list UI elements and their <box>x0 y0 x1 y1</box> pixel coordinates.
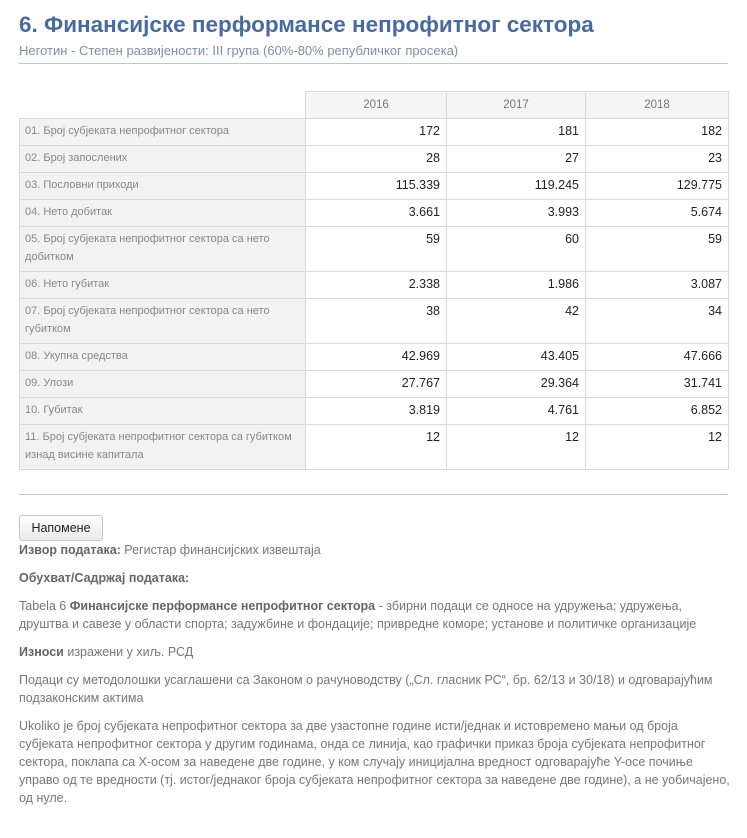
row-value: 43.405 <box>447 344 586 371</box>
table-row <box>20 299 729 344</box>
methodology-note: Подаци су методолошки усаглашени са Законом о рачуноводству („Сл. гласник РС“, бр. 62/13 и 30/18) и одговарајућим подзаконским актима <box>19 673 713 705</box>
row-label: 09. Улози <box>20 371 306 398</box>
row-value: 4.761 <box>447 398 586 425</box>
row-value: 23 <box>586 146 729 173</box>
row-value: 182 <box>586 119 729 146</box>
table-row <box>20 227 729 272</box>
table-name: Финансијске перформансе непрофитног сектора <box>69 599 376 613</box>
table-description <box>19 597 731 633</box>
row-value: 27.767 <box>306 371 447 398</box>
notes-button[interactable]: Напомене <box>19 515 103 541</box>
table-row <box>20 200 729 227</box>
row-value: 60 <box>447 227 586 272</box>
row-label: 02. Број запослених <box>20 146 306 173</box>
row-value: 172 <box>306 119 447 146</box>
row-label: 10. Губитак <box>20 398 306 425</box>
table-row <box>20 344 729 371</box>
row-value: 47.666 <box>586 344 729 371</box>
page-title: 6. Финансијске перформансе непрофитног сектора <box>19 12 594 37</box>
table-row <box>20 398 729 425</box>
row-value: 12 <box>447 425 586 470</box>
row-value: 5.674 <box>586 200 729 227</box>
notes-section <box>19 541 731 817</box>
row-value: 59 <box>586 227 729 272</box>
table-header-corner <box>20 92 306 119</box>
remark-note: Ukoliko je број субјеката непрофитног сектора за две узастопне године исти/једнак и истовремено мањи од броја субјеката непрофитног сектора у другим годинама, онда се линија, као графички приказ броја субјеката непрофитног сектора, поклапа са X-осом за наведене две године, у ком случају иницијална вредност одговарајуће Y-осе почиње управо од те вредности (тј. истог/једнаког броја субјеката непрофитног сектора за наведене две године), а не уобичајено, од нуле. <box>19 719 730 805</box>
row-value: 42.969 <box>306 344 447 371</box>
row-value: 28 <box>306 146 447 173</box>
table-row <box>20 371 729 398</box>
row-value: 12 <box>586 425 729 470</box>
row-value: 59 <box>306 227 447 272</box>
year-header: 2017 <box>447 92 586 119</box>
page-subtitle: Неготин - Степен развијености: III група (60%-80% републичког просека) <box>19 43 459 58</box>
table-row <box>20 146 729 173</box>
scope-note <box>19 569 731 587</box>
table-row <box>20 272 729 299</box>
row-label: 11. Број субјеката непрофитног сектора са губитком изнад висине капитала <box>20 425 306 470</box>
amounts-label: Износи <box>19 645 64 659</box>
row-value: 2.338 <box>306 272 447 299</box>
row-label: 03. Пословни приходи <box>20 173 306 200</box>
row-value: 34 <box>586 299 729 344</box>
year-header: 2016 <box>306 92 447 119</box>
row-value: 31.741 <box>586 371 729 398</box>
row-value: 3.087 <box>586 272 729 299</box>
row-value: 29.364 <box>447 371 586 398</box>
source-label: Извор података: <box>19 543 121 557</box>
row-value: 3.993 <box>447 200 586 227</box>
source-note <box>19 541 731 559</box>
row-value: 181 <box>447 119 586 146</box>
amounts-text: изражени у хиљ. РСД <box>63 645 194 659</box>
row-value: 27 <box>447 146 586 173</box>
row-label: 05. Број субјеката непрофитног сектора са нето добитком <box>20 227 306 272</box>
row-value: 3.819 <box>306 398 447 425</box>
table-row <box>20 119 729 146</box>
row-value: 3.661 <box>306 200 447 227</box>
row-value: 6.852 <box>586 398 729 425</box>
row-label: 04. Нето добитак <box>20 200 306 227</box>
source-text: Регистар финансијских извештаја <box>120 543 321 557</box>
row-value: 129.775 <box>586 173 729 200</box>
header-divider <box>19 63 728 64</box>
row-value: 115.339 <box>306 173 447 200</box>
table-row <box>20 425 729 470</box>
row-value: 1.986 <box>447 272 586 299</box>
scope-label: Обухват/Садржај података: <box>19 571 190 585</box>
row-value: 38 <box>306 299 447 344</box>
row-value: 119.245 <box>447 173 586 200</box>
table-divider <box>19 494 728 495</box>
row-value: 42 <box>447 299 586 344</box>
row-value: 12 <box>306 425 447 470</box>
row-label: 08. Укупна средства <box>20 344 306 371</box>
table-prefix: Tabela 6 <box>19 599 70 613</box>
year-header: 2018 <box>586 92 729 119</box>
table-desc: - збирни подаци се односе на удружења; удружења, друштва и савезе у области спорта; задужбине и фондације; привредне коморе; установе и политичке организације <box>19 599 697 631</box>
amounts-note <box>19 643 731 661</box>
table-header-row <box>20 92 729 119</box>
performance-table <box>19 91 729 470</box>
table-row <box>20 173 729 200</box>
row-label: 01. Број субјеката непрофитног сектора <box>20 119 306 146</box>
row-label: 07. Број субјеката непрофитног сектора са нето губитком <box>20 299 306 344</box>
row-label: 06. Нето губитак <box>20 272 306 299</box>
